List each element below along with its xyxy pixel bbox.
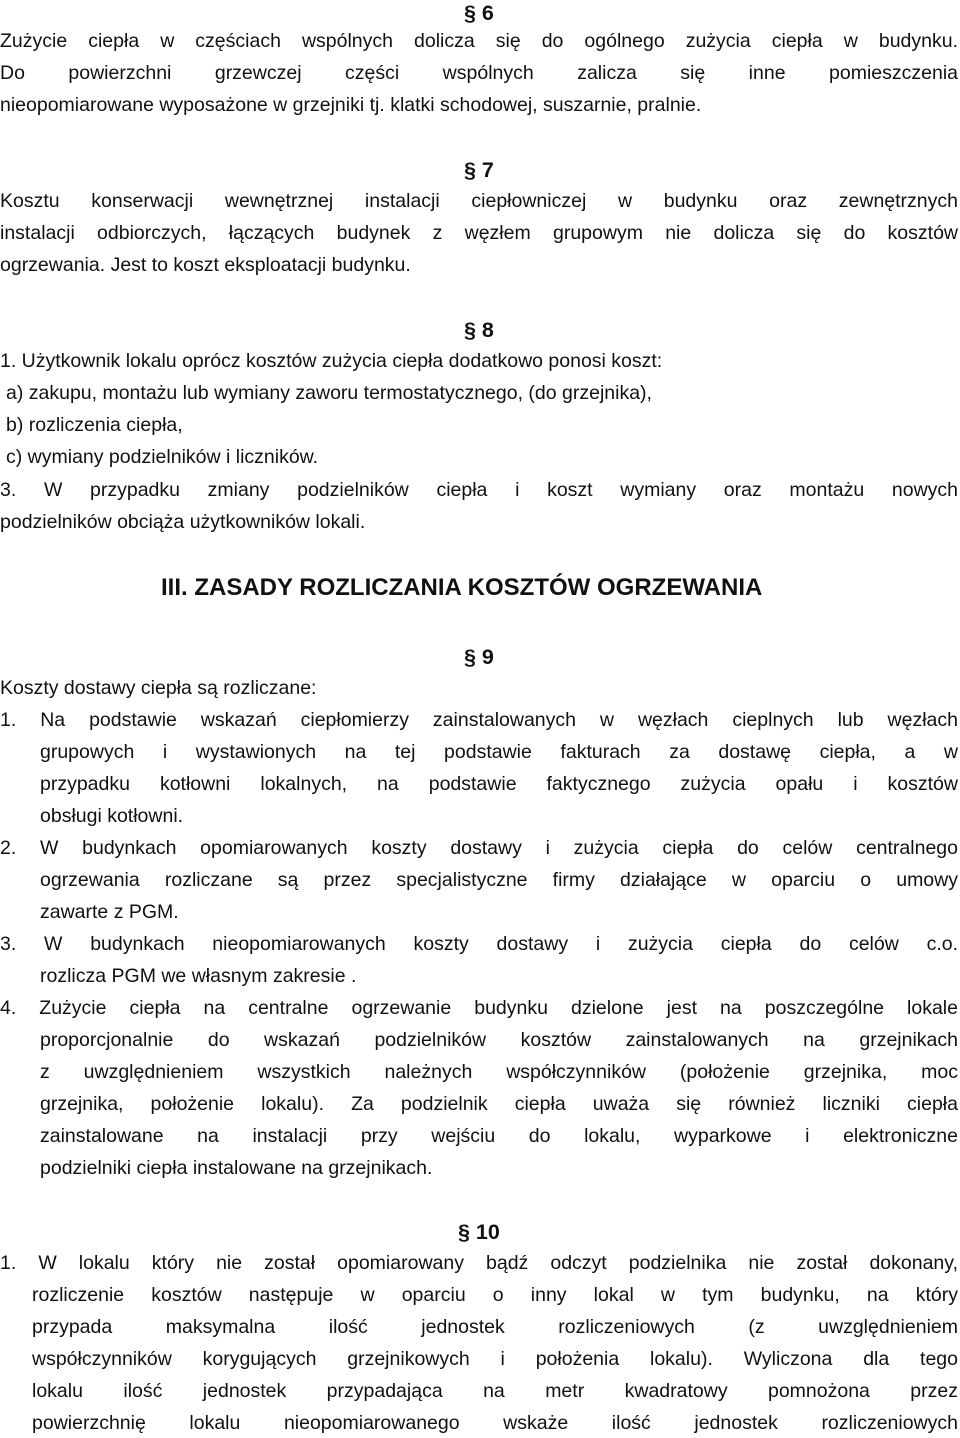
section-9-line: rozlicza PGM we własnym zakresie . (40, 965, 357, 987)
section-6-line: Do powierzchni grzewczej części wspólnych zalicza się inne pomieszczenia (0, 62, 958, 84)
section-10-heading: § 10 (458, 1220, 500, 1244)
section-8-line: 3. W przypadku zmiany podzielników ciepła i koszt wymiany oraz montażu nowych (0, 479, 958, 501)
section-9-line: proporcjonalnie do wskazań podzielników kosztów zainstalowanych na grzejnikach (40, 1029, 958, 1051)
section-9-heading: § 9 (464, 645, 494, 669)
section-7-line: Kosztu konserwacji wewnętrznej instalacji ciepłowniczej w budynku oraz zewnętrznych (0, 190, 958, 212)
section-9-line: 1. Na podstawie wskazań ciepłomierzy zainstalowanych w węzłach cieplnych lub węzłach (0, 709, 958, 731)
section-8-line: b) rozliczenia ciepła, (6, 414, 183, 436)
section-8-line: a) zakupu, montażu lub wymiany zaworu termostatycznego, (do grzejnika), (6, 382, 652, 404)
section-9-line: 2. W budynkach opomiarowanych koszty dostawy i zużycia ciepła do celów centralnego (0, 837, 958, 859)
section-9-line: zainstalowane na instalacji przy wejściu do lokalu, wyparkowe i elektroniczne (40, 1125, 958, 1147)
section-6-line: nieopomiarowane wyposażone w grzejniki tj. klatki schodowej, suszarnie, pralnie. (0, 94, 702, 116)
section-8-line: podzielników obciąża użytkowników lokali. (0, 511, 366, 533)
section-10-line: lokalu ilość jednostek przypadająca na metr kwadratowy pomnożona przez (32, 1380, 958, 1402)
section-9-line: ogrzewania rozliczane są przez specjalistyczne firmy działające w oparciu o umowy (40, 869, 958, 891)
section-10-line: powierzchnię lokalu nieopomiarowanego wskaże ilość jednostek rozliczeniowych (32, 1412, 958, 1434)
section-8-line: 1. Użytkownik lokalu oprócz kosztów zużycia ciepła dodatkowo ponosi koszt: (0, 350, 663, 372)
section-8-line: c) wymiany podzielników i liczników. (6, 446, 319, 468)
section-9-line: obsługi kotłowni. (40, 805, 184, 827)
section-9-line: grupowych i wystawionych na tej podstawie fakturach za dostawę ciepła, a w (40, 741, 958, 763)
section-7-line: ogrzewania. Jest to koszt eksploatacji budynku. (0, 254, 411, 276)
section-9-line: przypadku kotłowni lokalnych, na podstawie faktycznego zużycia opału i kosztów (40, 773, 958, 795)
section-10-line: rozliczenie kosztów następuje w oparciu o inny lokal w tym budynku, na który (32, 1284, 958, 1306)
section-6-line: Zużycie ciepła w częściach wspólnych dolicza się do ogólnego zużycia ciepła w budynku. (0, 30, 958, 52)
section-10-line: współczynników korygujących grzejnikowych i położenia lokalu). Wyliczona dla tego (32, 1348, 958, 1370)
section-7-line: instalacji odbiorczych, łączących budynek z węzłem grupowym nie dolicza się do kosztów (0, 222, 958, 244)
section-7-heading: § 7 (464, 158, 494, 182)
section-9-line: Koszty dostawy ciepła są rozliczane: (0, 677, 317, 699)
section-9-line: grzejnika, położenie lokalu). Za podzielnik ciepła uważa się również liczniki ciepła (40, 1093, 958, 1115)
section-10-line: 1. W lokalu który nie został opomiarowany bądź odczyt podzielnika nie został dokonany, (0, 1252, 958, 1274)
section-6-heading: § 6 (464, 1, 494, 25)
section-9-line: 3. W budynkach nieopomiarowanych koszty dostawy i zużycia ciepła do celów c.o. (0, 933, 958, 955)
section-9-line: zawarte z PGM. (40, 901, 179, 923)
section-9-line: 4. Zużycie ciepła na centralne ogrzewanie budynku dzielone jest na poszczególne lokale (0, 997, 958, 1019)
section-title: III. ZASADY ROZLICZANIA KOSZTÓW OGRZEWANIA (161, 574, 763, 601)
section-9-line: podzielniki ciepła instalowane na grzejnikach. (40, 1157, 433, 1179)
section-8-heading: § 8 (464, 318, 494, 342)
section-10-line: przypada maksymalna ilość jednostek rozliczeniowych (z uwzględnieniem (32, 1316, 958, 1338)
section-9-line: z uwzględnieniem wszystkich należnych współczynników (położenie grzejnika, moc (40, 1061, 958, 1083)
